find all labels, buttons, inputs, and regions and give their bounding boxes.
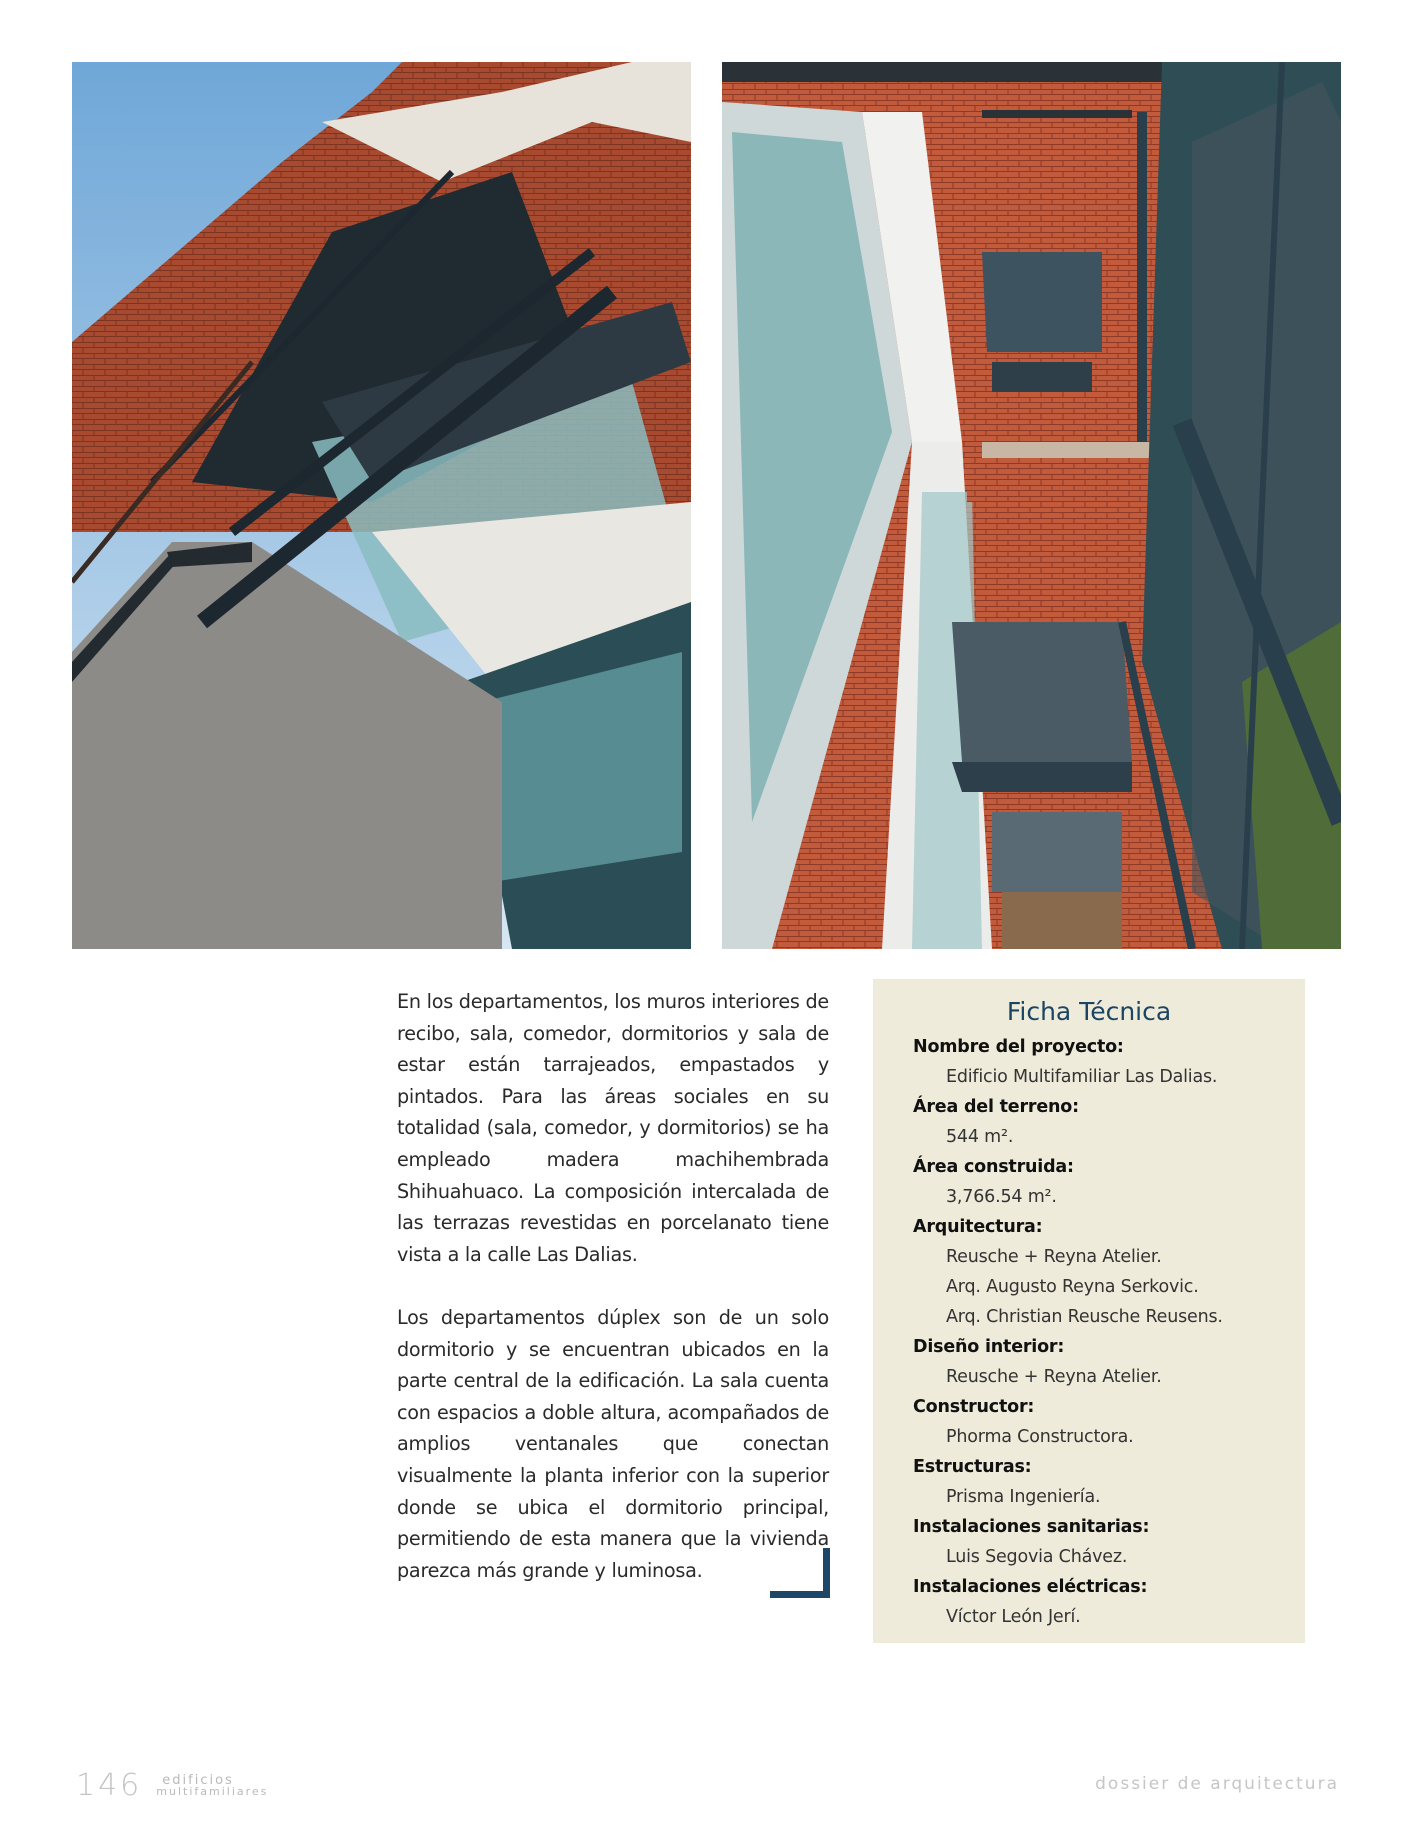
sheet-value: Edificio Multifamiliar Las Dalias. <box>946 1067 1218 1087</box>
sheet-label-builder: Constructor: <box>913 1397 1035 1417</box>
sheet-label-sanitary: Instalaciones sanitarias: <box>913 1517 1150 1537</box>
sheet-value: Luis Segovia Chávez. <box>946 1547 1128 1567</box>
photo-left-illustration <box>72 62 691 949</box>
sheet-value: Phorma Constructora. <box>946 1427 1134 1447</box>
sheet-label-land-area: Área del terreno: <box>913 1097 1079 1117</box>
sheet-value: Prisma Ingeniería. <box>946 1487 1101 1507</box>
publication-name-line1: edificios <box>162 1772 234 1788</box>
end-of-article-mark <box>770 1548 830 1598</box>
photo-balconies-downward <box>722 62 1341 949</box>
page-number: 146 <box>76 1768 143 1803</box>
footer-left <box>76 1768 268 1803</box>
article-paragraph: Los departamentos dúplex son de un solo dormitorio y se encuentran ubicados en la parte central de la edificación. La sala cuenta con espacios a doble altura, acompañados de amplios ventanales que conectan visualmente la planta inferior con la superior donde se ubica el dormitorio principal, permitiendo de esta manera que la vivienda parezca más grande y luminosa. <box>397 1305 829 1582</box>
publication-name <box>156 1772 269 1798</box>
sheet-value: 544 m². <box>946 1127 1014 1147</box>
sheet-label-project-name: Nombre del proyecto: <box>913 1037 1124 1057</box>
publication-name-line2: multifamiliares <box>156 1784 269 1798</box>
article-paragraph: En los departamentos, los muros interiores de recibo, sala, comedor, dormitorios y sala de estar están tarrajeados, empastados y pintados. Para las áreas sociales en su totalidad (sala, comedor, y dormitorios) se ha empleado madera machihembrada Shihuahuaco. La composición intercalada de las terrazas revestidas en porcelanato tiene vista a la calle Las Dalias. <box>397 990 829 1266</box>
technical-sheet-title: Ficha Técnica <box>1006 997 1172 1026</box>
sheet-label-architecture: Arquitectura: <box>913 1217 1043 1237</box>
section-name: dossier de arquitectura <box>1095 1774 1339 1794</box>
technical-sheet-box <box>873 979 1305 1643</box>
article-body <box>397 986 829 1618</box>
sheet-value: Reusche + Reyna Atelier. <box>946 1247 1162 1267</box>
sheet-value: Reusche + Reyna Atelier. <box>946 1367 1162 1387</box>
photo-right-illustration <box>722 62 1341 949</box>
sheet-label-structures: Estructuras: <box>913 1457 1032 1477</box>
sheet-label-interior-design: Diseño interior: <box>913 1337 1065 1357</box>
sheet-value: Arq. Christian Reusche Reusens. <box>946 1307 1223 1327</box>
sheet-value: Víctor León Jerí. <box>946 1607 1081 1627</box>
sheet-value: 3,766.54 m². <box>946 1187 1057 1207</box>
sheet-label-electrical: Instalaciones eléctricas: <box>913 1577 1148 1597</box>
photo-facade-upward <box>72 62 691 949</box>
sheet-value: Arq. Augusto Reyna Serkovic. <box>946 1277 1199 1297</box>
sheet-label-built-area: Área construida: <box>913 1157 1074 1177</box>
